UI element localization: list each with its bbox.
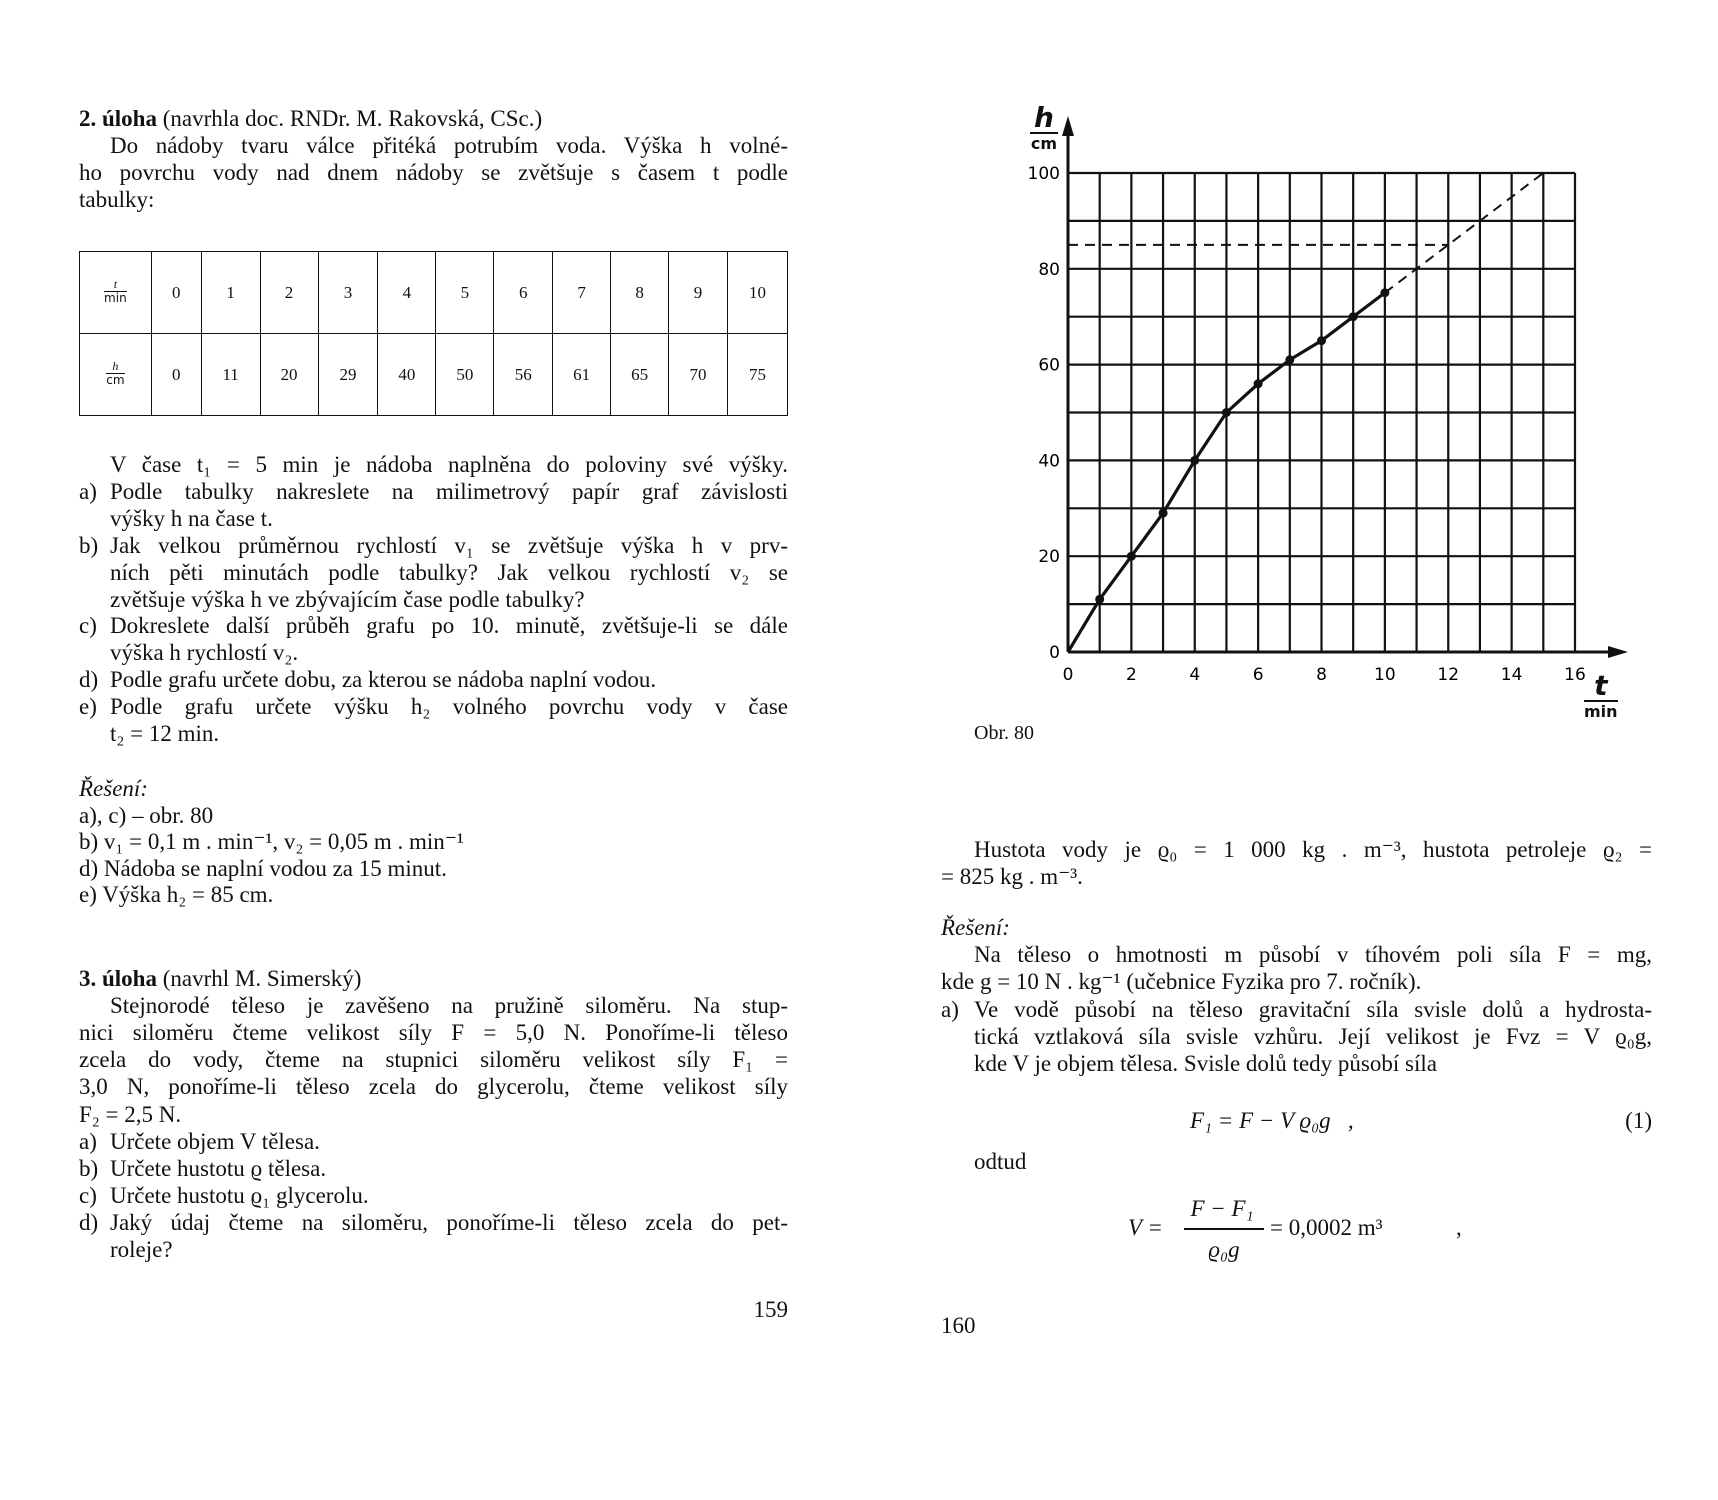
task-2-heading (79, 105, 542, 132)
task-3-line: zcela do vody, čteme na stupnici siloměru velikost síly F₁ = (79, 1047, 788, 1073)
data-point (1254, 379, 1263, 388)
header-num: t (104, 278, 127, 292)
y-axis-arrow-icon (1062, 116, 1074, 136)
solution-line: b) v₁ = 0,1 m . min⁻¹, v₂ = 0,05 m . min⁻¹ (79, 829, 464, 854)
list-label: c) (79, 1182, 97, 1208)
table-cell: 70 (669, 334, 728, 416)
y-tick-label: 20 (1038, 547, 1060, 568)
task-3-line: Jaký údaj čteme na siloměru, ponoříme-li těleso zcela do pet- (110, 1209, 788, 1235)
equation-1: F₁ = F − V ϱ₀g , (1190, 1108, 1354, 1133)
table-cell: 29 (318, 334, 378, 416)
data-point (1222, 408, 1231, 417)
data-point (1317, 336, 1326, 345)
task-2-heading-author: (navrhla doc. RNDr. M. Rakovská, CSc.) (156, 106, 543, 131)
data-point (1190, 456, 1199, 465)
header-den: min (104, 291, 127, 305)
header-num: h (106, 360, 124, 374)
solution-line: kde g = 10 N . kg⁻¹ (učebnice Fyzika pro 7. ročník). (941, 969, 1422, 995)
intro-line: Do nádoby tvaru válce přitéká potrubím voda. Výška h volné- (110, 133, 788, 158)
question-line: výška h rychlostí v₂. (110, 640, 299, 666)
x-tick-label: 16 (1564, 665, 1586, 685)
task-3-line: 3,0 N, ponoříme-li těleso zcela do glycerolu, čteme velikost síly (79, 1074, 788, 1100)
table-cell: 7 (553, 252, 611, 334)
table-cell: 1 (201, 252, 260, 334)
data-point (1380, 288, 1389, 297)
question-line: výšky h na čase t. (110, 505, 273, 531)
question-line: zvětšuje výška h ve zbývajícím čase podle tabulky? (110, 586, 585, 612)
task-3-line: Stejnorodé těleso je zavěšeno na pružině siloměru. Na stup- (110, 993, 788, 1019)
equation-2-numerator: F − F₁ (1190, 1196, 1254, 1221)
table-cell: 11 (201, 334, 260, 416)
table-cell: 10 (728, 252, 788, 334)
task-3-heading-author: (navrhl M. Simerský) (156, 966, 362, 991)
y-tick-label: 80 (1038, 259, 1060, 280)
task-3-line: Určete hustotu ϱ₁ glycerolu. (110, 1182, 369, 1208)
x-tick-label: 8 (1316, 665, 1327, 685)
table-cell: 6 (494, 252, 553, 334)
list-label: a) (79, 1128, 97, 1154)
table-cell: 4 (378, 252, 436, 334)
table-cell: 75 (728, 334, 788, 416)
x-axis-arrow-icon (1608, 646, 1628, 658)
table-cell: 40 (378, 334, 436, 416)
table-cell: 8 (611, 252, 669, 334)
intro-line: ho povrchu vody nad dnem nádoby se zvětšuje s časem t podle (79, 160, 788, 185)
table-row-t (80, 252, 788, 334)
task-3-line: Určete objem V tělesa. (110, 1128, 320, 1154)
y-tick-label: 0 (1049, 643, 1060, 663)
x-label-num: t (1584, 672, 1618, 702)
x-tick-label: 2 (1125, 665, 1137, 685)
table-cell: 9 (669, 252, 728, 334)
data-point (1159, 509, 1168, 518)
page-number-160: 160 (941, 1313, 976, 1338)
solution-line: a), c) – obr. 80 (79, 802, 214, 828)
task-3-line: F₂ = 2,5 N. (79, 1101, 182, 1127)
y-label-num: h (1030, 104, 1058, 134)
data-point (1349, 312, 1358, 321)
series-line-measured (1068, 293, 1385, 652)
y-tick-label: 100 (1027, 164, 1060, 184)
task-3-line: Určete hustotu ϱ tělesa. (110, 1155, 327, 1181)
equation-2-denominator: ϱ₀g (1208, 1237, 1240, 1262)
question-line: V čase t₁ = 5 min je nádoba naplněna do poloviny své výšky. (110, 452, 788, 477)
task-3-heading-number: 3. úloha (79, 966, 157, 991)
x-tick-label: 4 (1189, 665, 1201, 685)
x-axis-label (1584, 669, 1618, 722)
list-label: d) (79, 1209, 99, 1235)
row-header-h (80, 334, 152, 416)
solution-title: Řešení: (79, 776, 148, 801)
solution-line: d) Nádoba se naplní vodou za 15 minut. (79, 855, 447, 881)
table-cell: 5 (436, 252, 494, 334)
question-line: Dokreslete další průběh grafu po 10. minutě, zvětšuje-li se dále (110, 613, 788, 639)
list-label: c) (79, 613, 97, 639)
data-point (1095, 595, 1104, 604)
series-line-extrapolation (1385, 173, 1543, 293)
x-tick-label: 0 (1062, 665, 1074, 685)
table-row-h (80, 334, 788, 416)
row-header-t (80, 252, 152, 334)
x-tick-label: 6 (1252, 665, 1264, 685)
solution-line: Ve vodě působí na těleso gravitační síla svisle dolů a hydrosta- (974, 996, 1652, 1022)
odtud-text: odtud (974, 1149, 1027, 1174)
list-label: d) (79, 667, 99, 693)
density-line: Hustota vody je ϱ₀ = 1 000 kg . m⁻³, hustota petroleje ϱ₂ = (974, 837, 1652, 862)
list-label: a) (79, 478, 97, 504)
list-label: b) (79, 532, 99, 558)
question-line: Jak velkou průměrnou rychlostí v₁ se zvětšuje výška h v prv- (110, 532, 788, 558)
y-axis-label (1030, 101, 1058, 154)
equation-2-trail: , (1456, 1215, 1462, 1240)
x-tick-label: 12 (1437, 665, 1460, 685)
list-label: e) (79, 694, 97, 720)
question-line: Podle grafu určete výšku h₂ volného povrchu vody v čase (110, 694, 788, 720)
table-cell: 56 (494, 334, 553, 416)
y-label-den: cm (1030, 134, 1058, 153)
table-cell: 0 (151, 252, 201, 334)
table-cell: 20 (260, 334, 318, 416)
task-2-heading-number: 2. úloha (79, 106, 157, 131)
table-cell: 3 (318, 252, 378, 334)
equation-1-number: (1) (1625, 1108, 1652, 1133)
table-cell: 65 (611, 334, 669, 416)
question-line: Podle grafu určete dobu, za kterou se nádoba naplní vodou. (110, 667, 657, 693)
list-label: b) (79, 1155, 99, 1181)
data-point (1285, 355, 1294, 364)
fraction-bar (1184, 1228, 1264, 1230)
y-tick-label: 60 (1038, 355, 1060, 376)
solution-line: tická vztlaková síla svisle vzhůru. Její velikost je Fvz = V ϱ₀g, (974, 1023, 1652, 1049)
data-point (1127, 552, 1136, 561)
solution-line: e) Výška h₂ = 85 cm. (79, 882, 274, 907)
question-line: ních pěti minutách podle tabulky? Jak velkou rychlostí v₂ se (110, 559, 788, 585)
solution-line: Na těleso o hmotnosti m působí v tíhovém poli síla F = mg, (974, 942, 1652, 968)
figure-caption: Obr. 80 (974, 722, 1034, 744)
table-cell: 0 (151, 334, 201, 416)
x-tick-label: 10 (1374, 665, 1396, 685)
table-cell: 2 (260, 252, 318, 334)
page-number-159: 159 (753, 1297, 788, 1322)
x-tick-label: 14 (1500, 665, 1523, 685)
question-line: Podle tabulky nakreslete na milimetrový papír graf závislosti (110, 478, 788, 504)
table-cell: 61 (553, 334, 611, 416)
table-cell: 50 (436, 334, 494, 416)
x-label-den: min (1584, 702, 1618, 721)
task-3-line: nici siloměru čteme velikost síly F = 5,0 N. Ponoříme-li těleso (79, 1020, 788, 1046)
list-label: a) (941, 996, 959, 1022)
header-den: cm (106, 373, 125, 387)
solution-title: Řešení: (941, 915, 1010, 940)
solution-line: kde V je objem tělesa. Svisle dolů tedy působí síla (974, 1051, 1437, 1076)
intro-line: tabulky: (79, 187, 155, 212)
task-3-heading (79, 965, 361, 992)
task-3-line: roleje? (110, 1237, 173, 1262)
equation-2-lhs: V = (1128, 1215, 1163, 1240)
equation-2-rhs: = 0,0002 m³ (1270, 1215, 1383, 1240)
data-table (79, 251, 788, 416)
question-line: t₂ = 12 min. (110, 721, 220, 746)
y-tick-label: 40 (1038, 451, 1060, 472)
density-line: = 825 kg . m⁻³. (941, 864, 1083, 889)
